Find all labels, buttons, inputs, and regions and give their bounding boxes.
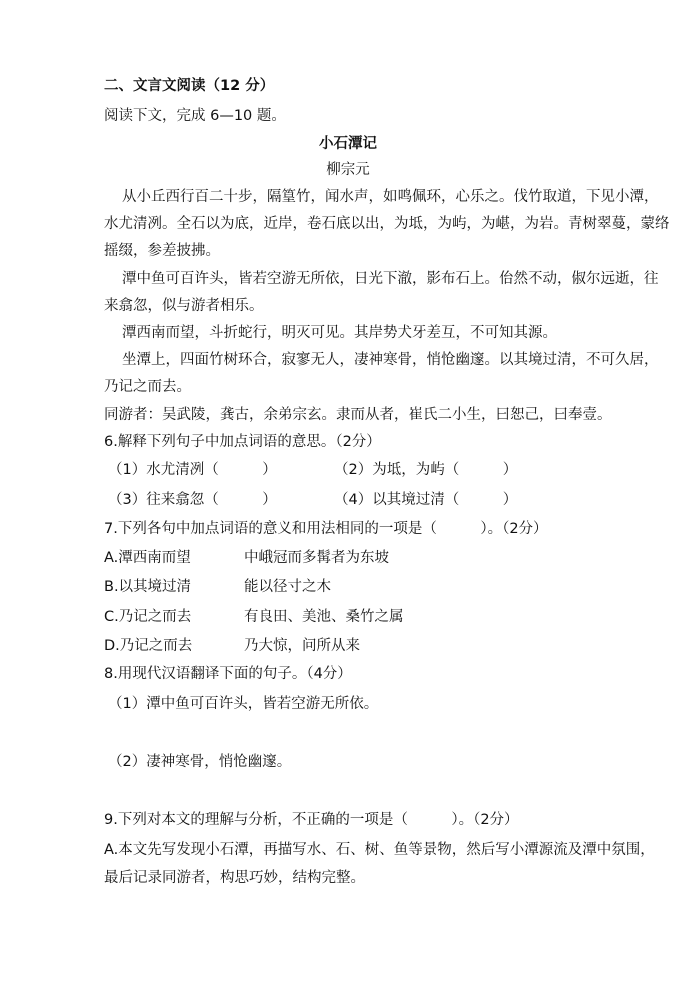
passage-line: 摇缀，参差披拂。 bbox=[104, 243, 220, 259]
q6-item: （2）为坻，为屿（ ） bbox=[334, 462, 518, 478]
passage-line: 坐潭上，四面竹树环合，寂寥无人，凄神寒骨，悄怆幽邃。以其境过清，不可久居， bbox=[122, 352, 659, 368]
q6-item: （1）水尤清冽（ ） bbox=[108, 462, 277, 478]
q7-option-a-compare: 中峨冠而多髯者为东坡 bbox=[244, 550, 389, 566]
passage-line: 来翕忽，似与游者相乐。 bbox=[104, 298, 264, 314]
q7-option-c-compare: 有良田、美池、桑竹之属 bbox=[244, 609, 404, 625]
q8-stem: 8.用现代汉语翻译下面的句子。（4分） bbox=[104, 666, 352, 682]
passage-line: 潭中鱼可百许头，皆若空游无所依，日光下澈，影布石上。佁然不动，俶尔远逝，往 bbox=[122, 271, 659, 287]
q7-option-d-compare: 乃大惊，问所从来 bbox=[244, 638, 360, 654]
q7-option-d: D.乃记之而去 bbox=[104, 638, 193, 654]
passage-author: 柳宗元 bbox=[326, 162, 370, 178]
passage-line: 水尤清冽。全石以为底，近岸，卷石底以出，为坻，为屿，为嵁，为岩。青树翠蔓，蒙络 bbox=[104, 216, 670, 232]
passage-line: 同游者：吴武陵，龚古，余弟宗玄。隶而从者，崔氏二小生，曰恕己，曰奉壹。 bbox=[104, 407, 612, 423]
passage-line: 从小丘西行百二十步，隔篁竹，闻水声，如鸣佩环，心乐之。伐竹取道，下见小潭， bbox=[122, 189, 659, 205]
q6-item: （3）往来翕忽（ ） bbox=[108, 492, 277, 508]
passage-line: 潭西南而望，斗折蛇行，明灭可见。其岸势犬牙差互，不可知其源。 bbox=[122, 325, 557, 341]
q7-option-c: C.乃记之而去 bbox=[104, 609, 192, 625]
q9-option-a-line: 最后记录同游者，构思巧妙，结构完整。 bbox=[104, 870, 365, 886]
q7-option-a: A.潭西南而望 bbox=[104, 550, 191, 566]
q9-option-a-line: A.本文先写发现小石潭，再描写水、石、树、鱼等景物，然后写小潭源流及潭中氛围， bbox=[104, 842, 655, 858]
q8-item: （2）凄神寒骨，悄怆幽邃。 bbox=[108, 754, 292, 770]
q6-stem: 6.解释下列句子中加点词语的意思。（2分） bbox=[104, 434, 381, 450]
q8-item: （1）潭中鱼可百许头，皆若空游无所依。 bbox=[108, 696, 379, 712]
q9-stem: 9.下列对本文的理解与分析，不正确的一项是（ ）。（2分） bbox=[104, 812, 519, 828]
passage-line: 乃记之而去。 bbox=[104, 379, 191, 395]
instruction: 阅读下文，完成 6—10 题。 bbox=[104, 108, 286, 124]
q6-item: （4）以其境过清（ ） bbox=[334, 492, 518, 508]
q7-stem: 7.下列各句中加点词语的意义和用法相同的一项是（ ）。（2分） bbox=[104, 521, 548, 537]
q7-option-b-compare: 能以径寸之木 bbox=[244, 579, 331, 595]
q7-option-b: B.以其境过清 bbox=[104, 579, 192, 595]
section-title: 二、文言文阅读（12 分） bbox=[104, 78, 275, 94]
passage-title: 小石潭记 bbox=[319, 136, 377, 152]
